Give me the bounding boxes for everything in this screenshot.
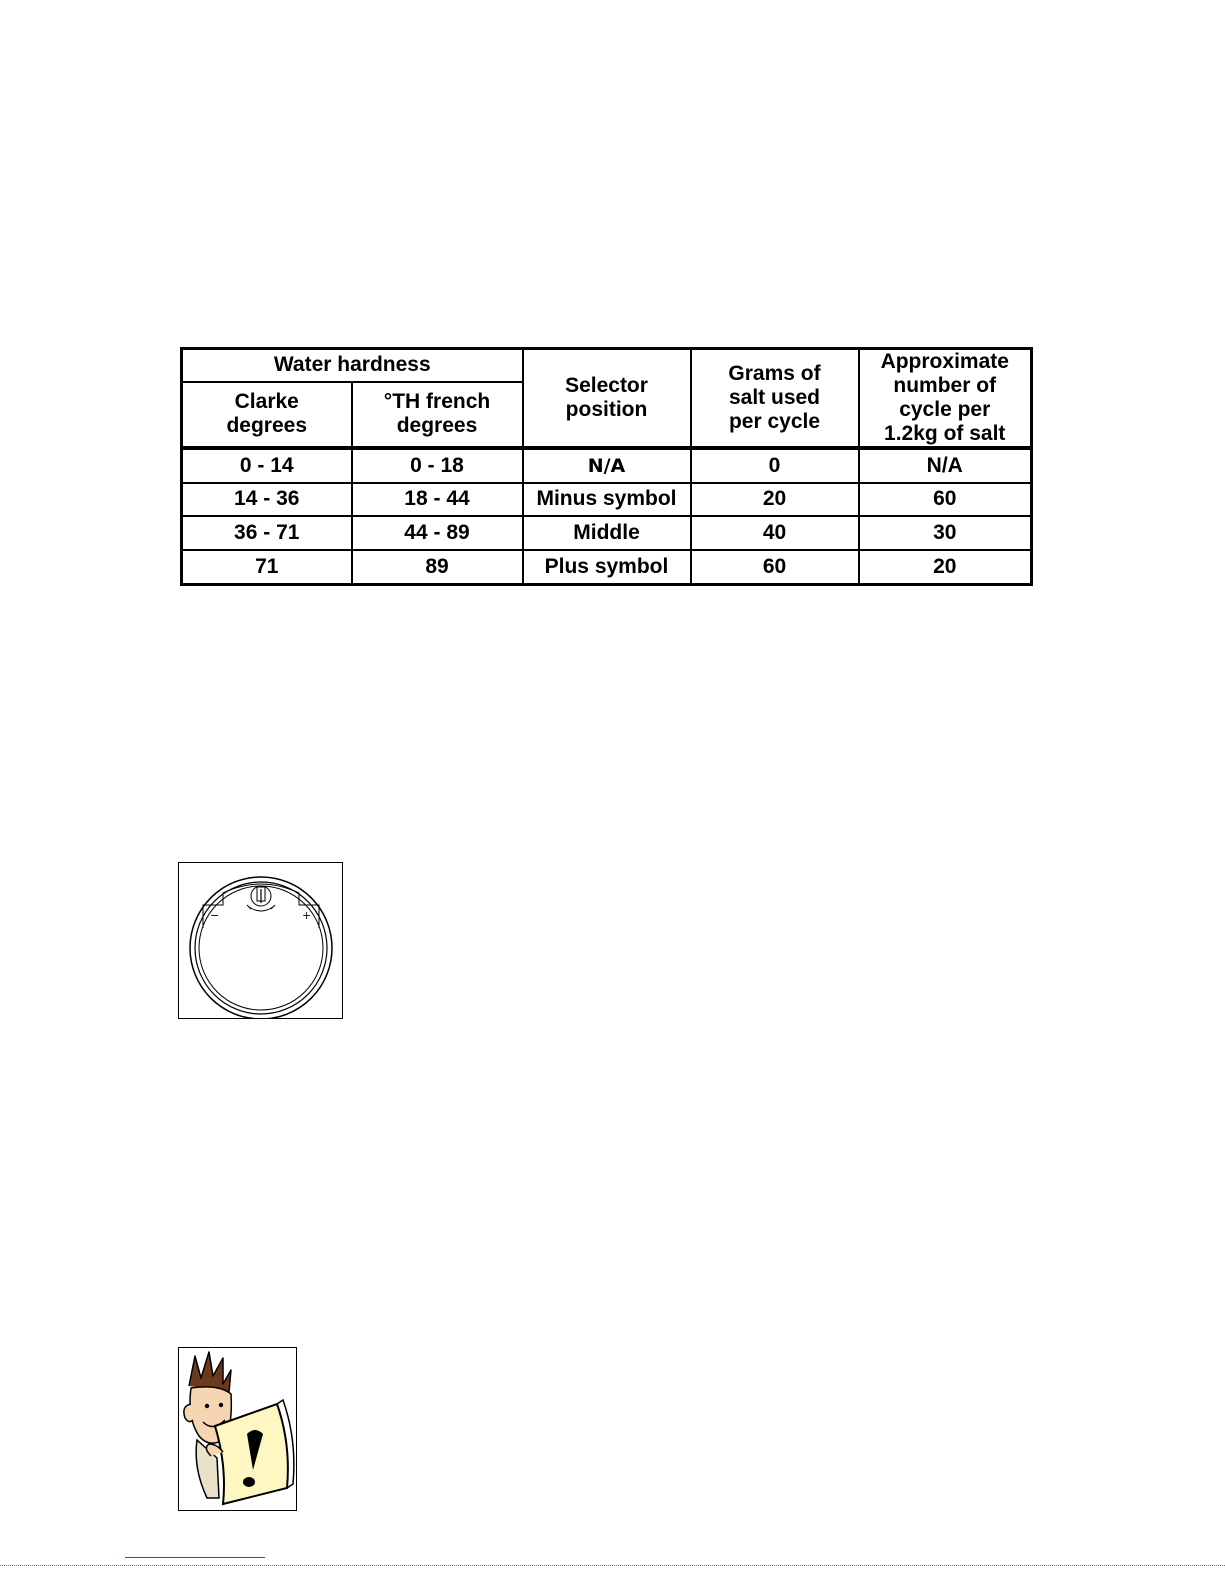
footnote-separator [125, 1557, 265, 1558]
cell-selector [523, 448, 691, 483]
page-bottom-rule [0, 1565, 1225, 1566]
cell-clarke: 0 - 14 [182, 448, 352, 483]
header-grams-salt: Grams of salt used per cycle [691, 349, 859, 449]
table-row [182, 448, 1032, 483]
cell-clarke: 71 [182, 550, 352, 584]
header-selector-position: Selector position [523, 349, 691, 449]
cell-clarke: 14 - 36 [182, 483, 352, 517]
cell-selector: Middle [523, 516, 691, 550]
plus-mark: + [302, 909, 312, 922]
cell-grams: 20 [691, 483, 859, 517]
cell-cycles: 30 [859, 516, 1032, 550]
cell-grams: 40 [691, 516, 859, 550]
cell-cycles: N/A [859, 448, 1032, 483]
water-hardness-table [180, 347, 1033, 586]
cell-french: 18 - 44 [352, 483, 523, 517]
table-row [182, 516, 1032, 550]
header-clarke-degrees: Clarke degrees [182, 382, 352, 448]
cell-selector: Minus symbol [523, 483, 691, 517]
cell-french: 0 - 18 [352, 448, 523, 483]
header-th-french-degrees: °TH french degrees [352, 382, 523, 448]
cell-grams: 60 [691, 550, 859, 584]
person-with-warning-note-icon [178, 1347, 297, 1511]
cell-french: 89 [352, 550, 523, 584]
header-water-hardness: Water hardness [182, 349, 523, 382]
table-row [182, 483, 1032, 517]
header-approx-cycles: Approximate number of cycle per 1.2kg of salt [859, 349, 1032, 449]
cell-french: 44 - 89 [352, 516, 523, 550]
cell-grams: 0 [691, 448, 859, 483]
cell-cycles: 20 [859, 550, 1032, 584]
cell-selector-text: N/A [587, 454, 626, 477]
cell-clarke: 36 - 71 [182, 516, 352, 550]
cartoon-drawing [179, 1348, 296, 1510]
minus-mark: − [210, 909, 220, 922]
dial-drawing [179, 863, 342, 1018]
salt-selector-dial-icon [178, 862, 343, 1019]
cell-cycles: 60 [859, 483, 1032, 517]
table-row [182, 550, 1032, 584]
cell-selector: Plus symbol [523, 550, 691, 584]
